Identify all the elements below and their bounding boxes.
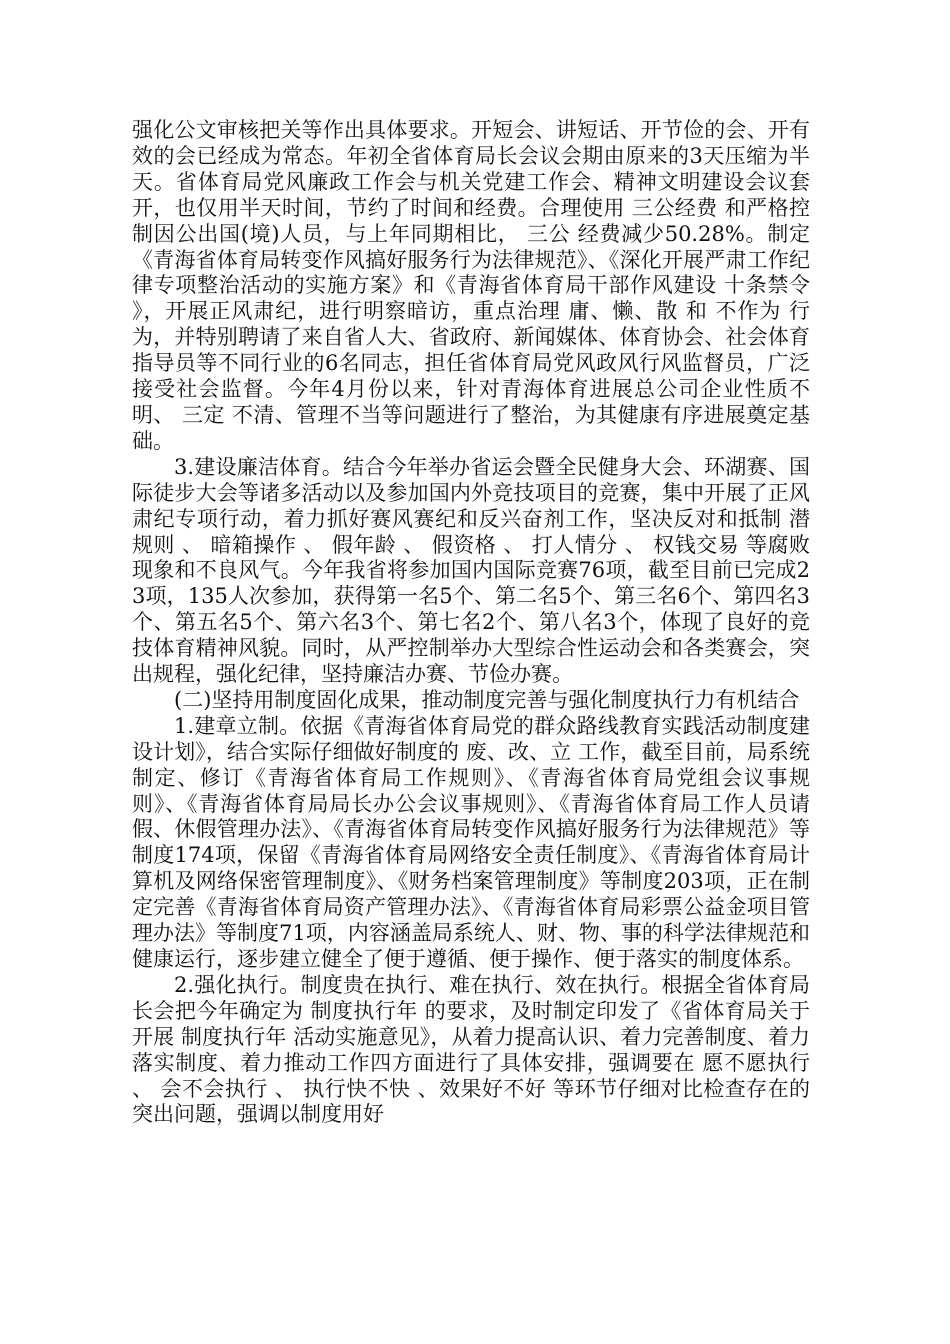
document-body bbox=[132, 118, 810, 1128]
section-heading-institutional-results: (二)坚持用制度固化成果，推动制度完善与强化制度执行力有机结合 bbox=[174, 687, 800, 712]
paragraph-official-document-review: 强化公文审核把关等作出具体要求。开短会、讲短话、开节俭的会、开有效的会已经成为常态。年初全省体育局长会议会期由原来的3天压缩为半天。省体育局党风廉政工作会与机关党建工作会、精神文明建设会议套开，也仅用半天时间，节约了时间和经费。合理使用 三公经费 和严格控制因公出国(境)人员，与上年同期相比， 三公 经费减少50.28%。制定《青海省体育局转变作风搞好服务行为法律规范》、《深化开展严肃工作纪律专项整治活动的实施方案》和《青海省体育局干部作风建设 十条禁令 》，开展正风肃纪，进行明察暗访，重点治理 庸、懒、散 和 不作为 行为，并特别聘请了来自省人大、省政府、新闻媒体、体育协会、社会体育指导员等不同行业的6名同志，担任省体育局党风政风行风监督员，广泛接受社会监督。今年4月份以来，针对青海体育进展总公司企业性质不明、 三定 不清、管理不当等问题进行了整治，为其健康有序进展奠定基础。 bbox=[132, 118, 810, 453]
paragraph-strengthen-execution: 2.强化执行。制度贵在执行、难在执行、效在执行。根据全省体育局长会把今年确定为 制度执行年 的要求，及时制定印发了《省体育局关于开展 制度执行年 活动实施意见》，从着力提高认识、着力完善制度、着力落实制度、着力推动工作四方面进行了具体安排，强调要在 愿不愿执行 、 会不会执行 、 执行快不快 、效果好不好 等环节仔细对比检查存在的突出问题，强调以制度用好 bbox=[132, 972, 810, 1127]
paragraph-establish-rules: 1.建章立制。依据《青海省体育局党的群众路线教育实践活动制度建设计划》，结合实际仔细做好制度的 废、改、立 工作，截至目前，局系统制定、修订《青海省体育局工作规则》、《青海省体育局党组会议事规则》、《青海省体育局局长办公会议事规则》、《青海省体育局工作人员请假、休假管理办法》、《青海省体育局转变作风搞好服务行为法律规范》等制度174项，保留《青海省体育局网络安全责任制度》、《青海省体育局计算机及网络保密管理制度》、《财务档案管理制度》等制度203项，正在制定完善《青海省体育局资产管理办法》、《青海省体育局彩票公益金项目管理办法》等制度71项，内容涵盖局系统人、财、物、事的科学法律规范和健康运行，逐步建立健全了便于遵循、便于操作、便于落实的制度体系。 bbox=[132, 713, 810, 971]
paragraph-clean-sports: 3.建设廉洁体育。结合今年举办省运会暨全民健身大会、环湖赛、国际徒步大会等诸多活动以及参加国内外竞技项目的竞赛，集中开展了正风肃纪专项行动，着力抓好赛风赛纪和反兴奋剂工作，坚决反对和抵制 潜规则 、 暗箱操作 、 假年龄 、 假资格 、 打人情分 、 权钱交易 等腐败现象和不良风气。今年我省将参加国内国际竞赛76项，截至目前已完成23项，135人次参加，获得第一名5个、第二名5个、第三名6个、第四名3个、第五名5个、第六名3个、第七名2个、第八名3个，体现了良好的竞技体育精神风貌。同时，从严控制举办大型综合性运动会和各类赛会，突出规程，强化纪律，坚持廉洁办赛、节俭办赛。 bbox=[132, 454, 810, 687]
